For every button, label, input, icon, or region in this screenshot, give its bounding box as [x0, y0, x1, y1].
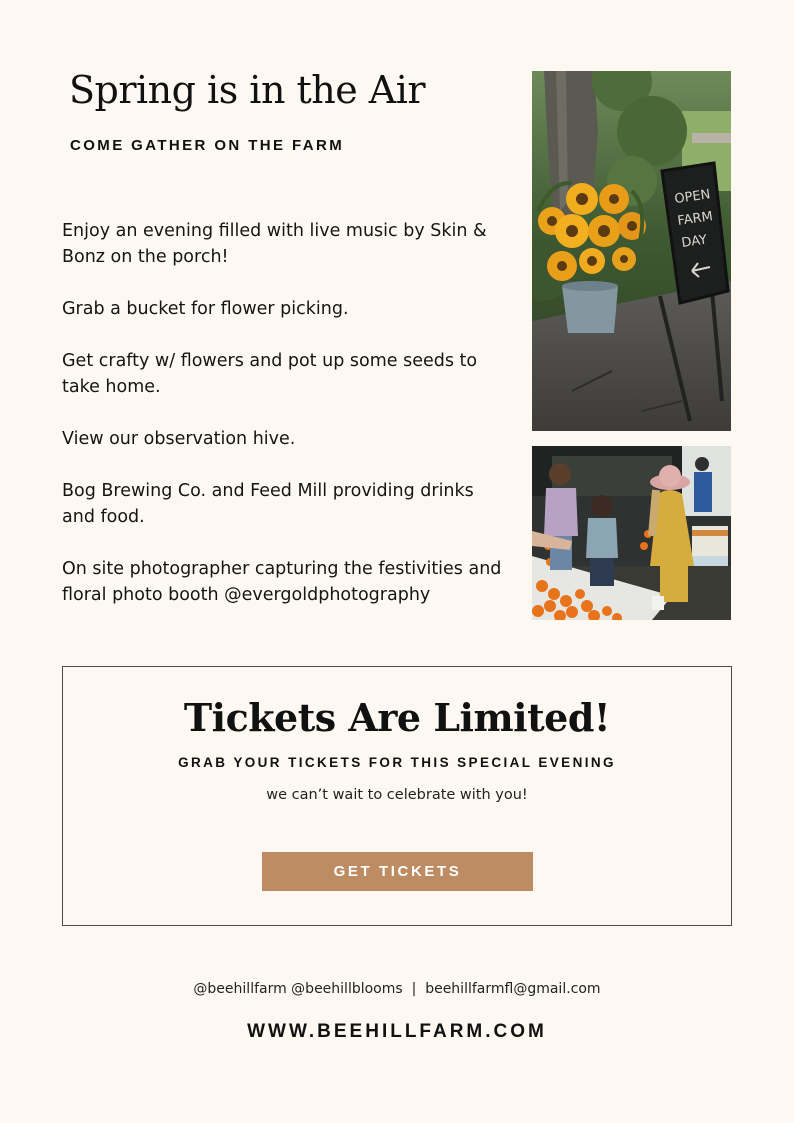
sign-text: FARM	[676, 209, 714, 229]
tickets-heading: Tickets Are Limited!	[183, 695, 611, 740]
tickets-note: we can’t wait to celebrate with you!	[266, 787, 528, 803]
get-tickets-button[interactable]: GET TICKETS	[262, 852, 533, 891]
activity-item: Enjoy an evening filled with live music by Skin & Bonz on the porch!	[62, 221, 487, 267]
activity-item: Bog Brewing Co. and Feed Mill providing drinks and food.	[62, 481, 474, 527]
sunflowers-sign-photo	[532, 71, 731, 431]
activity-item: On site photographer capturing the festivities and floral photo booth @evergoldphotography	[62, 559, 502, 605]
website-link[interactable]: WWW.BEEHILLFARM.COM	[247, 1021, 547, 1042]
page-title: Spring is in the Air	[69, 68, 426, 112]
activity-item: Grab a bucket for flower picking.	[62, 299, 349, 319]
kids-flower-table-photo	[532, 446, 731, 620]
sign-text: OPEN	[673, 187, 712, 208]
activities-list	[62, 218, 512, 634]
tickets-panel	[62, 666, 732, 926]
contact-info: @beehillfarm @beehillblooms | beehillfarmfl@gmail.com	[193, 981, 601, 997]
activity-item: Get crafty w/ flowers and pot up some seeds to take home.	[62, 351, 478, 397]
activity-item: View our observation hive.	[62, 429, 296, 449]
tickets-subheading: GRAB YOUR TICKETS FOR THIS SPECIAL EVENING	[178, 755, 616, 770]
sign-text: DAY	[680, 232, 709, 251]
page-subtitle: COME GATHER ON THE FARM	[70, 137, 345, 154]
